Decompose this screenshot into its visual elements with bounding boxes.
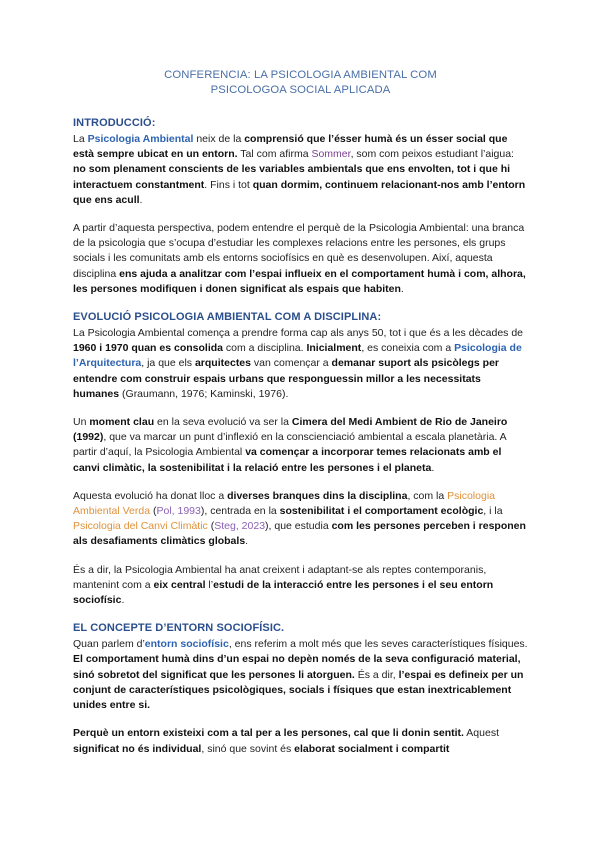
concepte-paragraph-1: Quan parlem d’entorn sociofísic, ens referim a molt més que les seves característiques físiques. El comportament humà dins d’un espai no depèn només de la seva configuració material, sinó sobretot del significat que les persones li atorguen. És a dir, l’espai es defineix per un conjunt de característiques psicològiques, socials i físiques que estan inextricablement unides entre si. (73, 638, 528, 712)
evolucio-paragraph-4: És a dir, la Psicologia Ambiental ha anat creixent i adaptant-se als reptes contemporanis, mantenint com a eix central l’estudi de la interacció entre les persones i el seu entorn sociofísic. (73, 563, 494, 607)
evolucio-paragraph-1: La Psicologia Ambiental comença a prendre forma cap als anys 50, tot i que és a les dècades de 1960 i 1970 quan es consolida com a disciplina. Inicialment, es coneixia com a Psicologia de l’Arquitectura, ja que els arquitectes van començar a demanar suport als psicòlegs per entendre com construir espais urbans que responguessin millor a les necessitats humanes (Graumann, 1976; Kaminski, 1976). (73, 327, 524, 400)
document-page (73, 68, 528, 770)
title-line-2: PSICOLOGOA SOCIAL APLICADA (210, 84, 391, 96)
evolucio-paragraph-2: Un moment clau en la seva evolució va ser la Cimera del Medi Ambient de Rio de Janeiro (1992), que va marcar un punt d’inflexió en la conscienciació ambiental a escala planetària. A partir d’aquí, la Psicologia Ambiental va començar a incorporar temes relacionats amb el canvi climàtic, la sostenibilitat i la relació entre les persones i el planeta. (73, 416, 508, 474)
ref-psicologia-canvi-climatic: Psicologia del Canvi Climàtic (73, 520, 208, 533)
link-psicologia-ambiental: Psicologia Ambiental (87, 133, 194, 145)
evolucio-paragraph-3: Aquesta evolució ha donat lloc a diverses branques dins la disciplina, com la Psicologia Ambiental Verda (Pol, 1993), centrada en la sostenibilitat i el comportament ecològic, i la Psicologia del Canvi Climàtic (Steg, 2023), que estudia com les persones perceben i responen als desafiaments climàtics globals. (73, 489, 526, 548)
title-line-1: CONFERENCIA: LA PSICOLOGIA AMBIENTAL COM (164, 69, 437, 81)
heading-evolucio: EVOLUCIÓ PSICOLOGIA AMBIENTAL COM A DISCIPLINA: (73, 311, 382, 324)
link-psicologia-arquitectura: Psicologia de l’Arquitectura (73, 342, 522, 370)
heading-concepte-entorn: EL CONCEPTE D’ENTORN SOCIOFÍSIC. (73, 622, 285, 635)
ref-sommer: Sommer (311, 148, 351, 161)
ref-psicologia-ambiental-verda: Psicologia Ambiental Verda (73, 489, 495, 518)
intro-paragraph-1: La Psicologia Ambiental neix de la comprensió que l’ésser humà és un ésser social que està sempre ubicat en un entorn. Tal com afirma Sommer, som com peixos estudiant l’aigua: no som plenament conscients de les variables ambientals que ens envolten, tot i que hi interactuem constantment. Fins i tot quan dormim, continuem relacionant-nos amb l’entorn que ens acull. (73, 133, 526, 206)
document-title (73, 68, 528, 98)
ref-pol-1993: Pol, 1993 (156, 505, 201, 518)
heading-introduccio: INTRODUCCIÓ: (73, 117, 156, 129)
link-entorn-sociofisic: entorn sociofísic (144, 638, 229, 651)
ref-steg-2023: Steg, 2023 (214, 520, 266, 533)
concepte-paragraph-2: Perquè un entorn existeixi com a tal per a les persones, cal que li donin sentit. Aquest significat no és individual, sinó que sovint és elaborat socialment i compartit (73, 727, 499, 755)
intro-paragraph-2: A partir d’aquesta perspectiva, podem entendre el perquè de la Psicologia Ambiental: una branca de la psicologia que s’ocupa d’estudiar les complexes relacions entre les persones, els grups socials i les comunitats amb els entorns sociofísics en què es desenvolupen. Així, aquesta disciplina ens ajuda a analitzar com l’espai influeix en el comportament humà i com, alhora, les persones modifiquen i donen significat als espais que habiten. (73, 222, 526, 295)
